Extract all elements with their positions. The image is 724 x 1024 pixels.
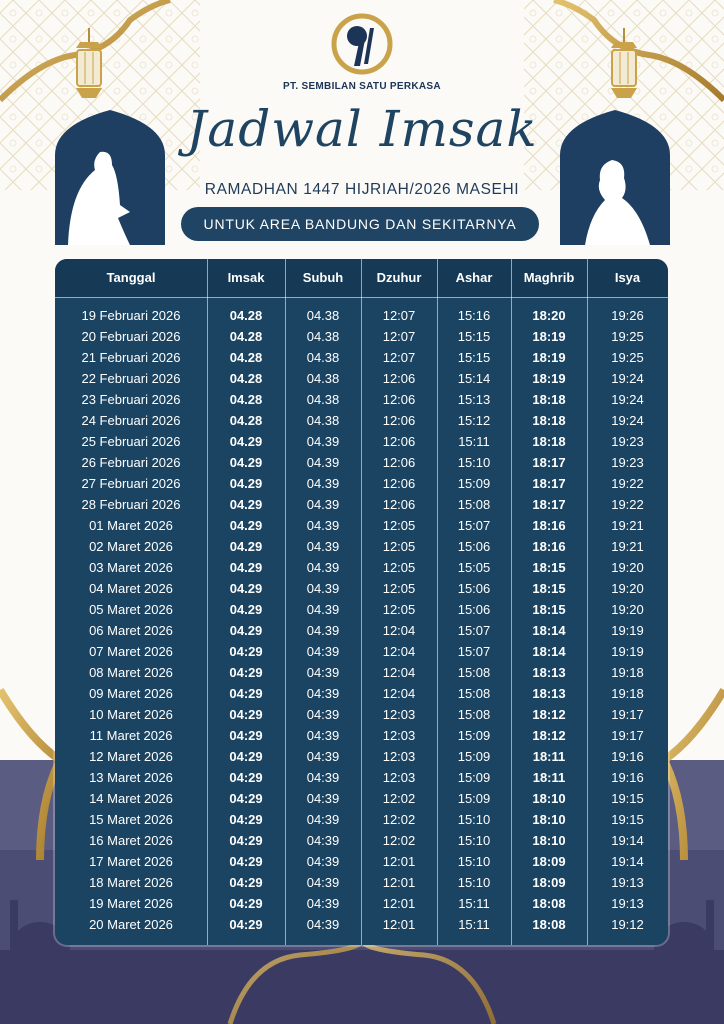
table-row [55, 305, 668, 326]
cell-dzuhur: 12:06 [382, 392, 416, 407]
cell-ashar: 15:16 [457, 308, 491, 323]
table-row [55, 368, 668, 389]
table-row [55, 683, 668, 704]
cell-maghrib: 18:08 [532, 896, 566, 911]
cell-imsak: 04.28 [229, 308, 263, 323]
cell-ashar: 15:05 [457, 560, 491, 575]
cell-maghrib: 18:18 [532, 392, 566, 407]
cell-subuh: 04:39 [306, 854, 340, 869]
cell-ashar: 15:06 [457, 539, 491, 554]
cell-subuh: 04:39 [306, 812, 340, 827]
cell-ashar: 15:08 [457, 497, 491, 512]
cell-subuh: 04.38 [306, 308, 340, 323]
cell-maghrib: 18:11 [532, 770, 566, 785]
cell-subuh: 04.39 [306, 581, 340, 596]
table-row [55, 704, 668, 725]
cell-ashar: 15:09 [457, 476, 491, 491]
cell-ashar: 15:15 [457, 329, 491, 344]
cell-dzuhur: 12:01 [382, 854, 416, 869]
cell-maghrib: 18:09 [532, 875, 566, 890]
cell-date: 18 Maret 2026 [89, 875, 173, 890]
cell-subuh: 04.38 [306, 329, 340, 344]
cell-isya: 19:12 [611, 917, 644, 932]
cell-subuh: 04.39 [306, 518, 340, 533]
cell-ashar: 15:09 [457, 791, 491, 806]
cell-dzuhur: 12:05 [382, 539, 416, 554]
column-header-dzuhur: Dzuhur [376, 270, 422, 285]
cell-ashar: 15:07 [457, 623, 491, 638]
cell-maghrib: 18:11 [532, 749, 566, 764]
logo-91 [330, 12, 394, 76]
cell-ashar: 15:10 [457, 875, 491, 890]
cell-date: 10 Maret 2026 [89, 707, 173, 722]
cell-maghrib: 18:08 [532, 917, 566, 932]
cell-isya: 19:20 [611, 602, 644, 617]
column-header-isya: Isya [614, 270, 641, 285]
cell-dzuhur: 12:05 [382, 518, 416, 533]
cell-date: 11 Maret 2026 [89, 728, 173, 743]
cell-date: 22 Februari 2026 [81, 371, 181, 386]
cell-imsak: 04:29 [229, 854, 263, 869]
cell-dzuhur: 12:02 [382, 791, 416, 806]
cell-imsak: 04.28 [229, 350, 263, 365]
cell-imsak: 04:29 [229, 791, 263, 806]
table-row [55, 788, 668, 809]
table-row [55, 620, 668, 641]
cell-isya: 19:25 [611, 329, 644, 344]
cell-maghrib: 18:19 [532, 329, 566, 344]
cell-date: 20 Maret 2026 [89, 917, 173, 932]
cell-ashar: 15:07 [457, 644, 491, 659]
cell-dzuhur: 12:06 [382, 413, 416, 428]
cell-ashar: 15:10 [457, 833, 491, 848]
cell-dzuhur: 12:04 [382, 686, 416, 701]
cell-dzuhur: 12:03 [382, 770, 416, 785]
cell-isya: 19:21 [611, 539, 644, 554]
cell-imsak: 04.29 [229, 581, 263, 596]
column-header-subuh: Subuh [302, 270, 344, 285]
cell-maghrib: 18:13 [532, 686, 566, 701]
cell-date: 27 Februari 2026 [81, 476, 181, 491]
cell-dzuhur: 12:05 [382, 602, 416, 617]
cell-isya: 19:22 [611, 497, 644, 512]
cell-dzuhur: 12:07 [382, 308, 416, 323]
cell-isya: 19:13 [611, 875, 644, 890]
cell-subuh: 04.38 [306, 413, 340, 428]
table-row [55, 662, 668, 683]
column-header-ashar: Ashar [455, 270, 493, 285]
company-name: PT. SEMBILAN SATU PERKASA [283, 81, 441, 92]
cell-date: 19 Maret 2026 [89, 896, 173, 911]
cell-date: 26 Februari 2026 [81, 455, 181, 470]
cell-date: 24 Februari 2026 [81, 413, 181, 428]
cell-dzuhur: 12:04 [382, 644, 416, 659]
cell-ashar: 15:15 [457, 350, 491, 365]
cell-date: 28 Februari 2026 [81, 497, 181, 512]
cell-maghrib: 18:10 [532, 812, 566, 827]
cell-maghrib: 18:14 [532, 644, 566, 659]
cell-date: 02 Maret 2026 [89, 539, 173, 554]
cell-isya: 19:26 [611, 308, 644, 323]
cell-subuh: 04.38 [306, 392, 340, 407]
cell-subuh: 04.39 [306, 560, 340, 575]
cell-imsak: 04.29 [229, 539, 263, 554]
cell-isya: 19:13 [611, 896, 644, 911]
cell-ashar: 15:11 [458, 434, 490, 449]
cell-dzuhur: 12:01 [382, 875, 416, 890]
table-row [55, 557, 668, 578]
table-row [55, 851, 668, 872]
cell-imsak: 04:29 [229, 896, 263, 911]
cell-imsak: 04:29 [229, 644, 263, 659]
cell-ashar: 15:11 [458, 896, 490, 911]
cell-imsak: 04.28 [229, 413, 263, 428]
cell-maghrib: 18:18 [532, 434, 566, 449]
cell-isya: 19:23 [611, 434, 644, 449]
cell-subuh: 04.39 [306, 602, 340, 617]
cell-ashar: 15:08 [457, 665, 491, 680]
cell-isya: 19:24 [611, 413, 644, 428]
cell-ashar: 15:08 [457, 707, 491, 722]
cell-isya: 19:19 [611, 644, 644, 659]
table-row [55, 830, 668, 851]
cell-isya: 19:19 [611, 623, 644, 638]
cell-date: 06 Maret 2026 [89, 623, 173, 638]
cell-maghrib: 18:17 [532, 476, 566, 491]
cell-isya: 19:14 [611, 854, 644, 869]
cell-maghrib: 18:14 [532, 623, 566, 638]
cell-dzuhur: 12:05 [382, 581, 416, 596]
cell-isya: 19:17 [611, 728, 644, 743]
cell-dzuhur: 12:02 [382, 812, 416, 827]
table-row [55, 578, 668, 599]
cell-imsak: 04:29 [229, 707, 263, 722]
cell-isya: 19:22 [611, 476, 644, 491]
table-body [55, 305, 668, 935]
cell-subuh: 04:39 [306, 686, 340, 701]
cell-isya: 19:15 [611, 812, 644, 827]
cell-maghrib: 18:13 [532, 665, 566, 680]
cell-imsak: 04.29 [229, 518, 263, 533]
cell-dzuhur: 12:05 [382, 560, 416, 575]
cell-dzuhur: 12:07 [382, 350, 416, 365]
cell-ashar: 15:09 [457, 770, 491, 785]
cell-subuh: 04.39 [306, 497, 340, 512]
cell-date: 03 Maret 2026 [89, 560, 173, 575]
cell-maghrib: 18:19 [532, 371, 566, 386]
cell-imsak: 04.29 [229, 623, 263, 638]
cell-imsak: 04:29 [229, 728, 263, 743]
cell-imsak: 04.29 [229, 560, 263, 575]
cell-subuh: 04.38 [306, 350, 340, 365]
cell-dzuhur: 12:07 [382, 329, 416, 344]
cell-date: 16 Maret 2026 [89, 833, 173, 848]
cell-date: 07 Maret 2026 [89, 644, 173, 659]
schedule-table [55, 259, 668, 945]
cell-date: 17 Maret 2026 [89, 854, 173, 869]
cell-imsak: 04:29 [229, 665, 263, 680]
cell-ashar: 15:08 [457, 686, 491, 701]
cell-subuh: 04.39 [306, 434, 340, 449]
column-header-maghrib: Maghrib [523, 270, 575, 285]
cell-subuh: 04:39 [306, 770, 340, 785]
cell-date: 19 Februari 2026 [81, 308, 181, 323]
cell-date: 05 Maret 2026 [89, 602, 173, 617]
cell-maghrib: 18:16 [532, 518, 566, 533]
cell-imsak: 04.28 [229, 392, 263, 407]
table-row [55, 473, 668, 494]
table-row [55, 725, 668, 746]
cell-subuh: 04.39 [306, 476, 340, 491]
cell-isya: 19:24 [611, 392, 644, 407]
cell-subuh: 04:39 [306, 917, 340, 932]
cell-maghrib: 18:17 [532, 497, 566, 512]
cell-dzuhur: 12:03 [382, 707, 416, 722]
cell-maghrib: 18:15 [532, 602, 566, 617]
cell-imsak: 04.29 [229, 602, 263, 617]
cell-date: 14 Maret 2026 [89, 791, 173, 806]
cell-ashar: 15:10 [457, 854, 491, 869]
cell-subuh: 04.39 [306, 539, 340, 554]
cell-imsak: 04.29 [229, 497, 263, 512]
cell-isya: 19:15 [611, 791, 644, 806]
table-row [55, 893, 668, 914]
cell-dzuhur: 12:03 [382, 728, 416, 743]
cell-imsak: 04.28 [229, 329, 263, 344]
table-row [55, 767, 668, 788]
cell-imsak: 04:29 [229, 686, 263, 701]
cell-subuh: 04:39 [306, 896, 340, 911]
cell-dzuhur: 12:06 [382, 455, 416, 470]
cell-dzuhur: 12:01 [382, 917, 416, 932]
subtitle: RAMADHAN 1447 HIJRIAH/2026 MASEHI [204, 181, 520, 198]
cell-ashar: 15:12 [457, 413, 491, 428]
cell-date: 20 Februari 2026 [81, 329, 181, 344]
cell-subuh: 04:39 [306, 665, 340, 680]
cell-dzuhur: 12:06 [382, 434, 416, 449]
page-title: Jadwal Imsak [186, 100, 538, 158]
cell-isya: 19:21 [611, 518, 644, 533]
cell-dzuhur: 12:06 [382, 497, 416, 512]
cell-imsak: 04:29 [229, 833, 263, 848]
cell-maghrib: 18:09 [532, 854, 566, 869]
cell-date: 21 Februari 2026 [81, 350, 181, 365]
table-row [55, 809, 668, 830]
cell-maghrib: 18:19 [532, 350, 566, 365]
cell-subuh: 04:39 [306, 875, 340, 890]
cell-date: 01 Maret 2026 [89, 518, 173, 533]
cell-isya: 19:20 [611, 560, 644, 575]
cell-date: 12 Maret 2026 [89, 749, 173, 764]
cell-imsak: 04.29 [229, 434, 263, 449]
cell-dzuhur: 12:02 [382, 833, 416, 848]
cell-subuh: 04:39 [306, 749, 340, 764]
cell-ashar: 15:06 [457, 602, 491, 617]
column-header-imsak: Imsak [227, 270, 265, 285]
cell-ashar: 15:10 [457, 812, 491, 827]
table-row [55, 536, 668, 557]
cell-maghrib: 18:15 [532, 581, 566, 596]
cell-imsak: 04:29 [229, 875, 263, 890]
table-row [55, 599, 668, 620]
cell-subuh: 04:39 [306, 644, 340, 659]
cell-subuh: 04.39 [306, 623, 340, 638]
cell-subuh: 04.39 [306, 455, 340, 470]
cell-date: 04 Maret 2026 [89, 581, 173, 596]
cell-isya: 19:18 [611, 686, 644, 701]
cell-date: 13 Maret 2026 [89, 770, 173, 785]
cell-imsak: 04:29 [229, 770, 263, 785]
cell-isya: 19:16 [611, 770, 644, 785]
cell-ashar: 15:13 [457, 392, 491, 407]
table-row [55, 515, 668, 536]
cell-imsak: 04:29 [229, 749, 263, 764]
cell-ashar: 15:09 [457, 728, 491, 743]
table-row [55, 347, 668, 368]
cell-isya: 19:24 [611, 371, 644, 386]
cell-maghrib: 18:15 [532, 560, 566, 575]
cell-maghrib: 18:10 [532, 833, 566, 848]
table-row [55, 326, 668, 347]
table-row [55, 389, 668, 410]
cell-maghrib: 18:10 [532, 791, 566, 806]
table-row [55, 431, 668, 452]
cell-maghrib: 18:17 [532, 455, 566, 470]
table-row [55, 494, 668, 515]
cell-ashar: 15:07 [457, 518, 491, 533]
cell-subuh: 04:39 [306, 791, 340, 806]
cell-imsak: 04.29 [229, 455, 263, 470]
area-badge: UNTUK AREA BANDUNG DAN SEKITARNYA [181, 207, 539, 241]
cell-maghrib: 18:12 [532, 728, 566, 743]
cell-isya: 19:14 [611, 833, 644, 848]
cell-subuh: 04:39 [306, 833, 340, 848]
cell-maghrib: 18:18 [532, 413, 566, 428]
table-row [55, 452, 668, 473]
cell-subuh: 04:39 [306, 707, 340, 722]
cell-ashar: 15:11 [458, 917, 490, 932]
cell-dzuhur: 12:04 [382, 665, 416, 680]
cell-isya: 19:25 [611, 350, 644, 365]
cell-isya: 19:18 [611, 665, 644, 680]
cell-dzuhur: 12:06 [382, 476, 416, 491]
cell-dzuhur: 12:01 [382, 896, 416, 911]
cell-maghrib: 18:12 [532, 707, 566, 722]
cell-subuh: 04:39 [306, 728, 340, 743]
cell-isya: 19:20 [611, 581, 644, 596]
table-row [55, 746, 668, 767]
cell-ashar: 15:06 [457, 581, 491, 596]
cell-dzuhur: 12:03 [382, 749, 416, 764]
cell-isya: 19:16 [611, 749, 644, 764]
cell-dzuhur: 12:04 [382, 623, 416, 638]
column-header-date: Tanggal [106, 270, 156, 285]
cell-date: 15 Maret 2026 [89, 812, 173, 827]
cell-imsak: 04:29 [229, 917, 263, 932]
cell-maghrib: 18:16 [532, 539, 566, 554]
cell-ashar: 15:14 [457, 371, 491, 386]
cell-imsak: 04:29 [229, 812, 263, 827]
cell-date: 23 Februari 2026 [81, 392, 181, 407]
cell-imsak: 04.29 [229, 476, 263, 491]
cell-imsak: 04.28 [229, 371, 263, 386]
cell-date: 25 Februari 2026 [81, 434, 181, 449]
cell-maghrib: 18:20 [532, 308, 566, 323]
cell-ashar: 15:09 [457, 749, 491, 764]
cell-dzuhur: 12:06 [382, 371, 416, 386]
table-row [55, 641, 668, 662]
cell-isya: 19:23 [611, 455, 644, 470]
cell-subuh: 04.38 [306, 371, 340, 386]
table-row [55, 410, 668, 431]
cell-isya: 19:17 [611, 707, 644, 722]
cell-date: 08 Maret 2026 [89, 665, 173, 680]
cell-date: 09 Maret 2026 [89, 686, 173, 701]
cell-ashar: 15:10 [457, 455, 491, 470]
table-row [55, 872, 668, 893]
table-row [55, 914, 668, 935]
